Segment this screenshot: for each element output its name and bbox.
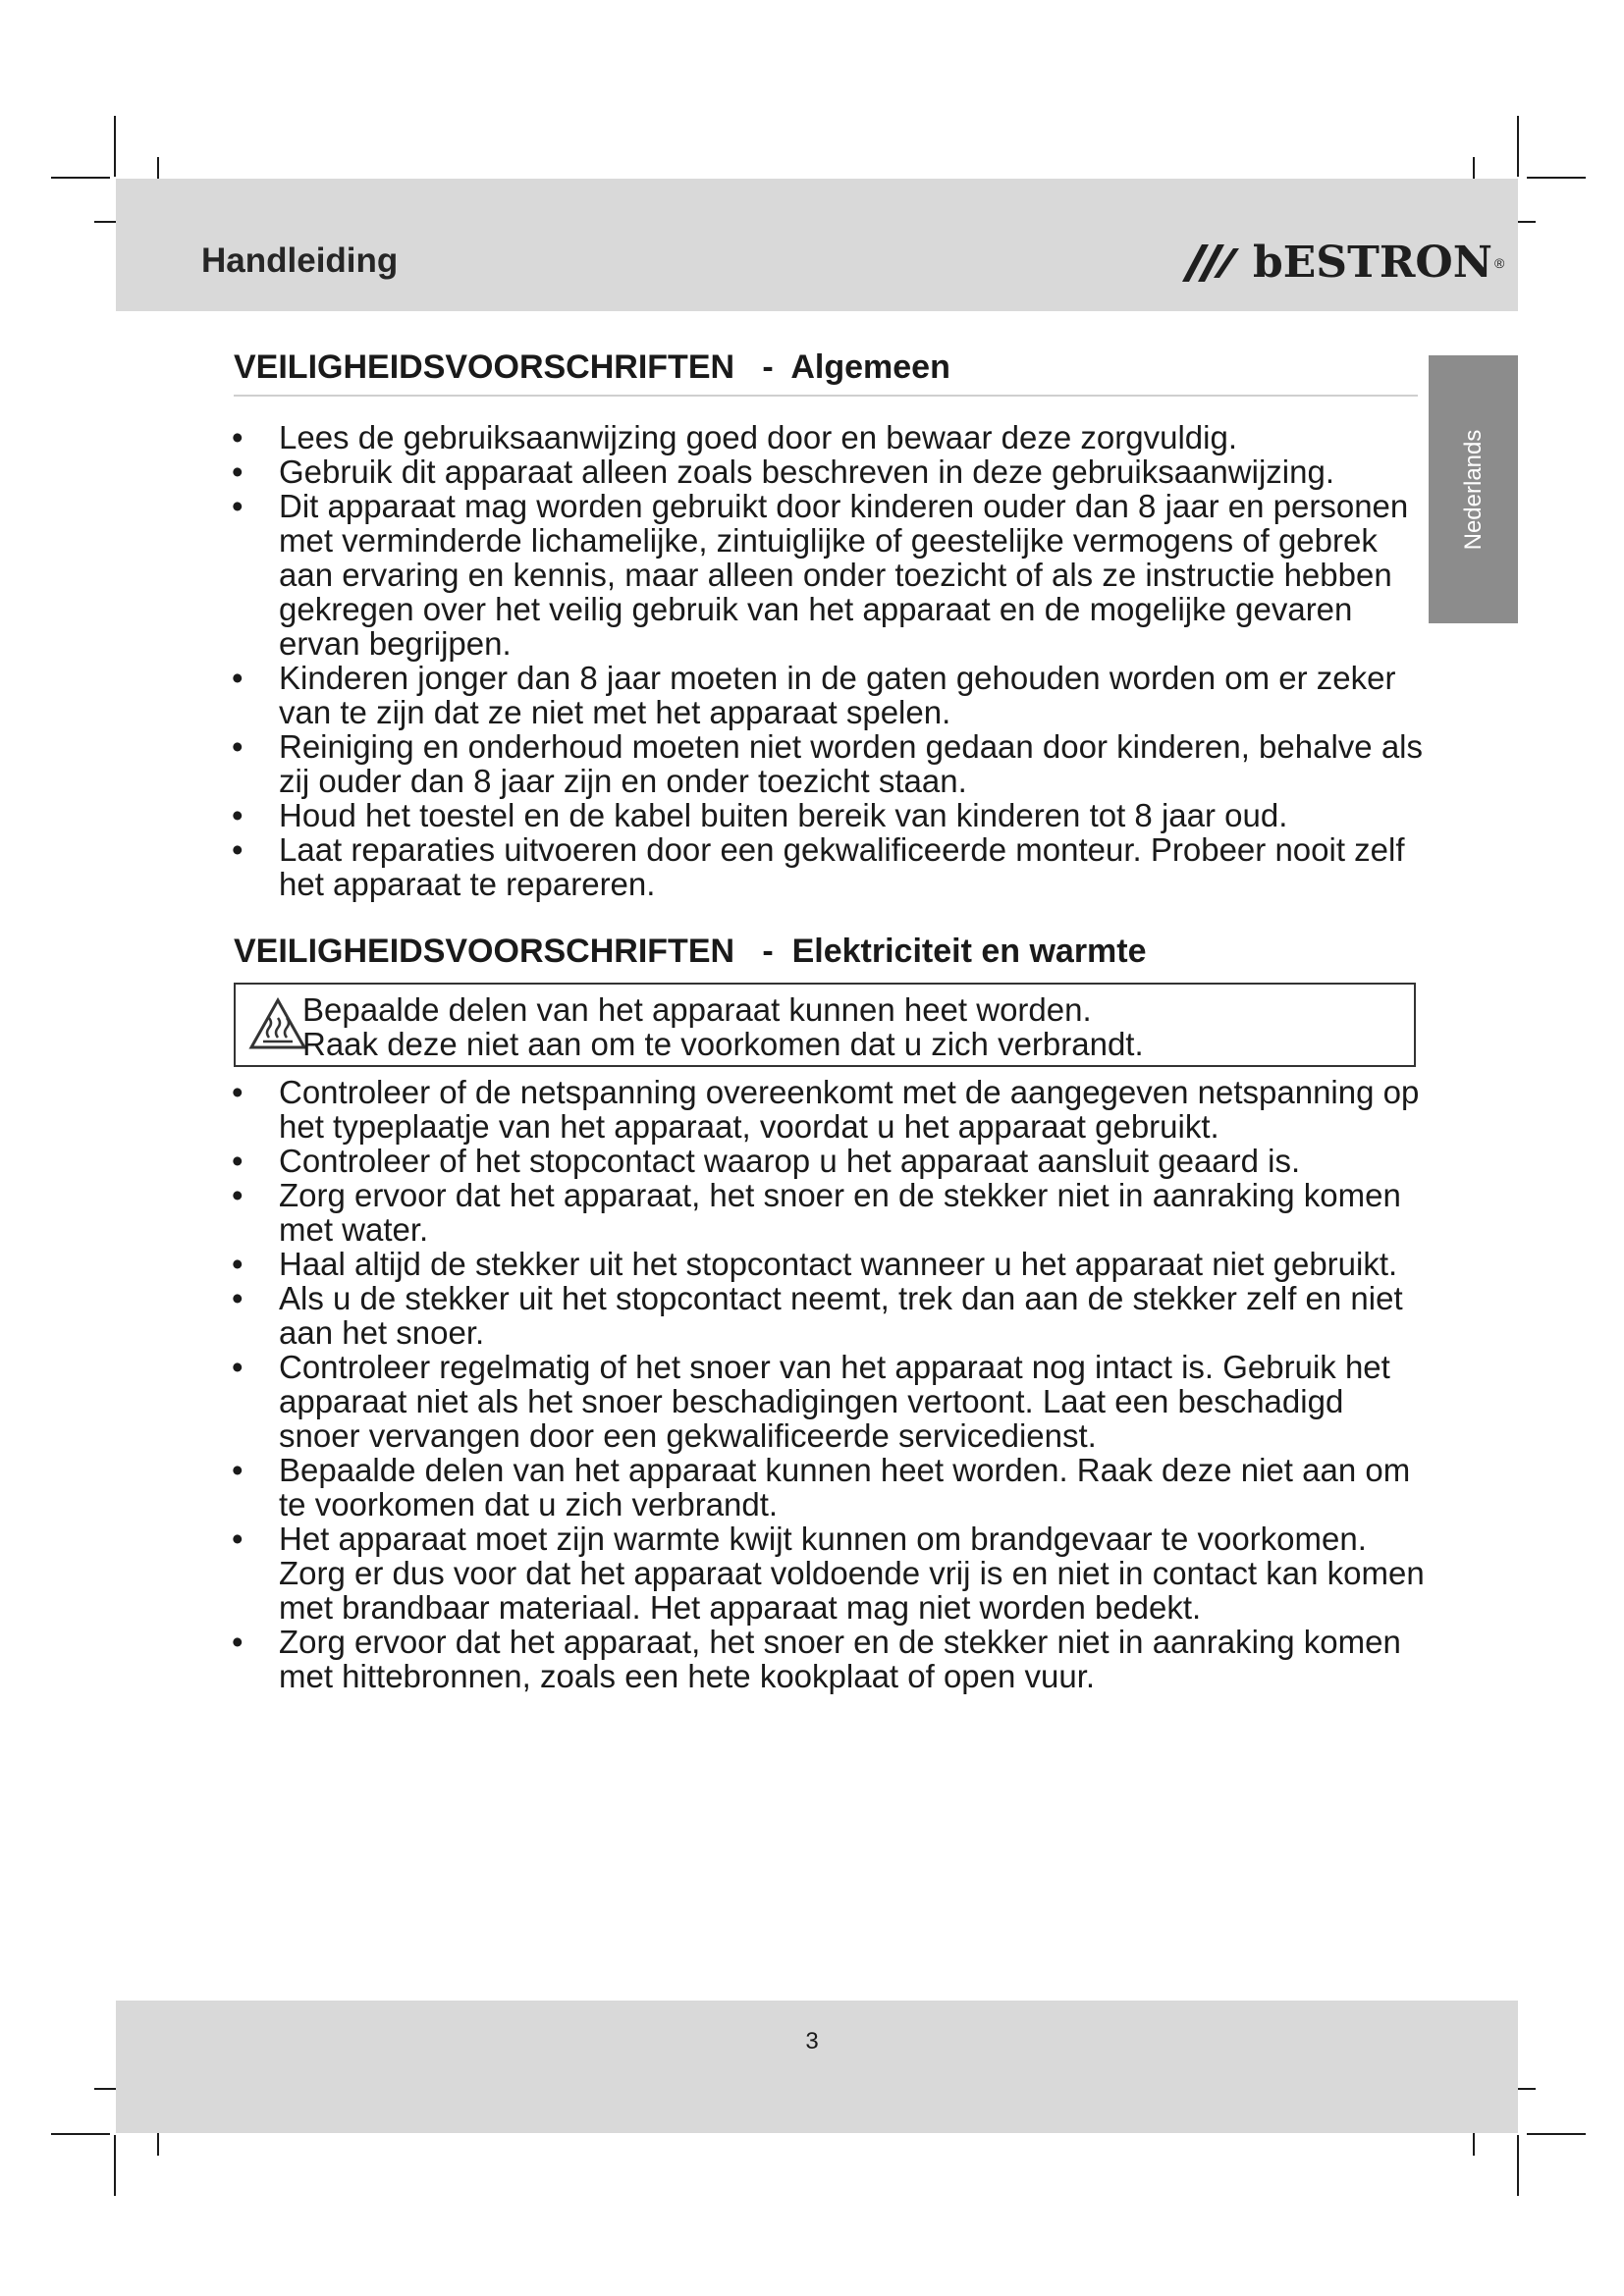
list-item: • Zorg ervoor dat het apparaat, het snoer en de stekker niet in aanraking komen met hittebronnen, zoals een hete kookplaat of open vuur. [232,1624,1401,1694]
list-item: • Gebruik dit apparaat alleen zoals beschreven in deze gebruiksaanwijzing. [232,454,1334,490]
crop-mark [1517,116,1519,177]
hot-surface-warning-icon [247,996,308,1053]
list-item: • Houd het toestel en de kabel buiten bereik van kinderen tot 8 jaar oud. [232,797,1288,833]
list-item: • Zorg ervoor dat het apparaat, het snoer en de stekker niet in aanraking komen met water. [232,1177,1401,1248]
warning-text [302,992,1144,1061]
page-title: Handleiding [201,241,399,280]
list-item: • Controleer of het stopcontact waarop u het apparaat aansluit geaard is. [232,1143,1301,1179]
crop-mark [1527,177,1586,179]
list-item: • Reiniging en onderhoud moeten niet worden gedaan door kinderen, behalve als zij ouder dan 8 jaar zijn en onder toezicht staan. [232,728,1424,799]
section-heading-general: VEILIGHEIDSVOORSCHRIFTEN - Algemeen [234,348,950,386]
list-item: • Bepaalde delen van het apparaat kunnen heet worden. Raak deze niet aan om te voorkomen dat u zich verbrandt. [232,1452,1411,1522]
list-item: • Lees de gebruiksaanwijzing goed door en bewaar deze zorgvuldig. [232,419,1237,455]
logo-chevrons-icon [1178,239,1247,288]
list-item: • Dit apparaat mag worden gebruikt door kinderen ouder dan 8 jaar en personen met verminderde lichamelijke, zintuiglijke of geestelijke vermogens of gebrek aan ervaring en kennis, maar alleen onder toezicht of als ze instructie hebben gekregen over het veilig gebruik van het apparaat en de mogelijke gevaren ervan begrijpen. [232,488,1409,662]
crop-mark [1517,2135,1519,2196]
language-tab [1429,355,1518,623]
crop-mark [1527,2133,1586,2135]
list-item: • Controleer of de netspanning overeenkomt met de aangegeven netspanning op het typeplaatje van het apparaat, voordat u het apparaat gebruikt. [232,1074,1420,1145]
list-item: • Haal altijd de stekker uit het stopcontact wanneer u het apparaat niet gebruikt. [232,1246,1398,1282]
bestron-logo [1178,236,1504,291]
section-divider [234,395,1418,397]
crop-mark [51,2133,110,2135]
crop-mark [114,2135,116,2196]
language-tab-label: Nederlands [1459,429,1487,550]
list-item: • Het apparaat moet zijn warmte kwijt kunnen om brandgevaar te voorkomen. Zorg er dus voor dat het apparaat voldoende vrij is en niet in contact kan komen met brandbaar materiaal. Het apparaat mag niet worden bedekt. [232,1521,1425,1626]
crop-mark [51,177,110,179]
list-item: • Controleer regelmatig of het snoer van het apparaat nog intact is. Gebruik het apparaat niet als het snoer beschadigingen vertoont. Laat een beschadigd snoer vervangen door een gekwalificeerde servicedienst. [232,1349,1390,1454]
list-item: • Als u de stekker uit het stopcontact neemt, trek dan aan de stekker zelf en niet aan het snoer. [232,1280,1403,1351]
crop-mark [114,116,116,177]
general-safety-list [232,420,1432,901]
electricity-safety-list [232,1075,1432,1693]
warning-line: Raak deze niet aan om te voorkomen dat u zich verbrandt. [302,1026,1144,1062]
warning-line: Bepaalde delen van het apparaat kunnen heet worden. [302,991,1092,1028]
logo-wordmark: bESTRON [1253,238,1492,288]
hot-surface-warning [234,983,1416,1067]
list-item: • Laat reparaties uitvoeren door een gekwalificeerde monteur. Probeer nooit zelf het apparaat te repareren. [232,831,1405,902]
footer-band [116,2001,1518,2133]
list-item: • Kinderen jonger dan 8 jaar moeten in de gaten gehouden worden om er zeker van te zijn dat ze niet met het apparaat spelen. [232,660,1396,730]
registered-mark: ® [1493,255,1505,271]
page-number: 3 [805,2028,819,2055]
section-heading-electricity: VEILIGHEIDSVOORSCHRIFTEN - Elektriciteit en warmte [234,933,1147,970]
